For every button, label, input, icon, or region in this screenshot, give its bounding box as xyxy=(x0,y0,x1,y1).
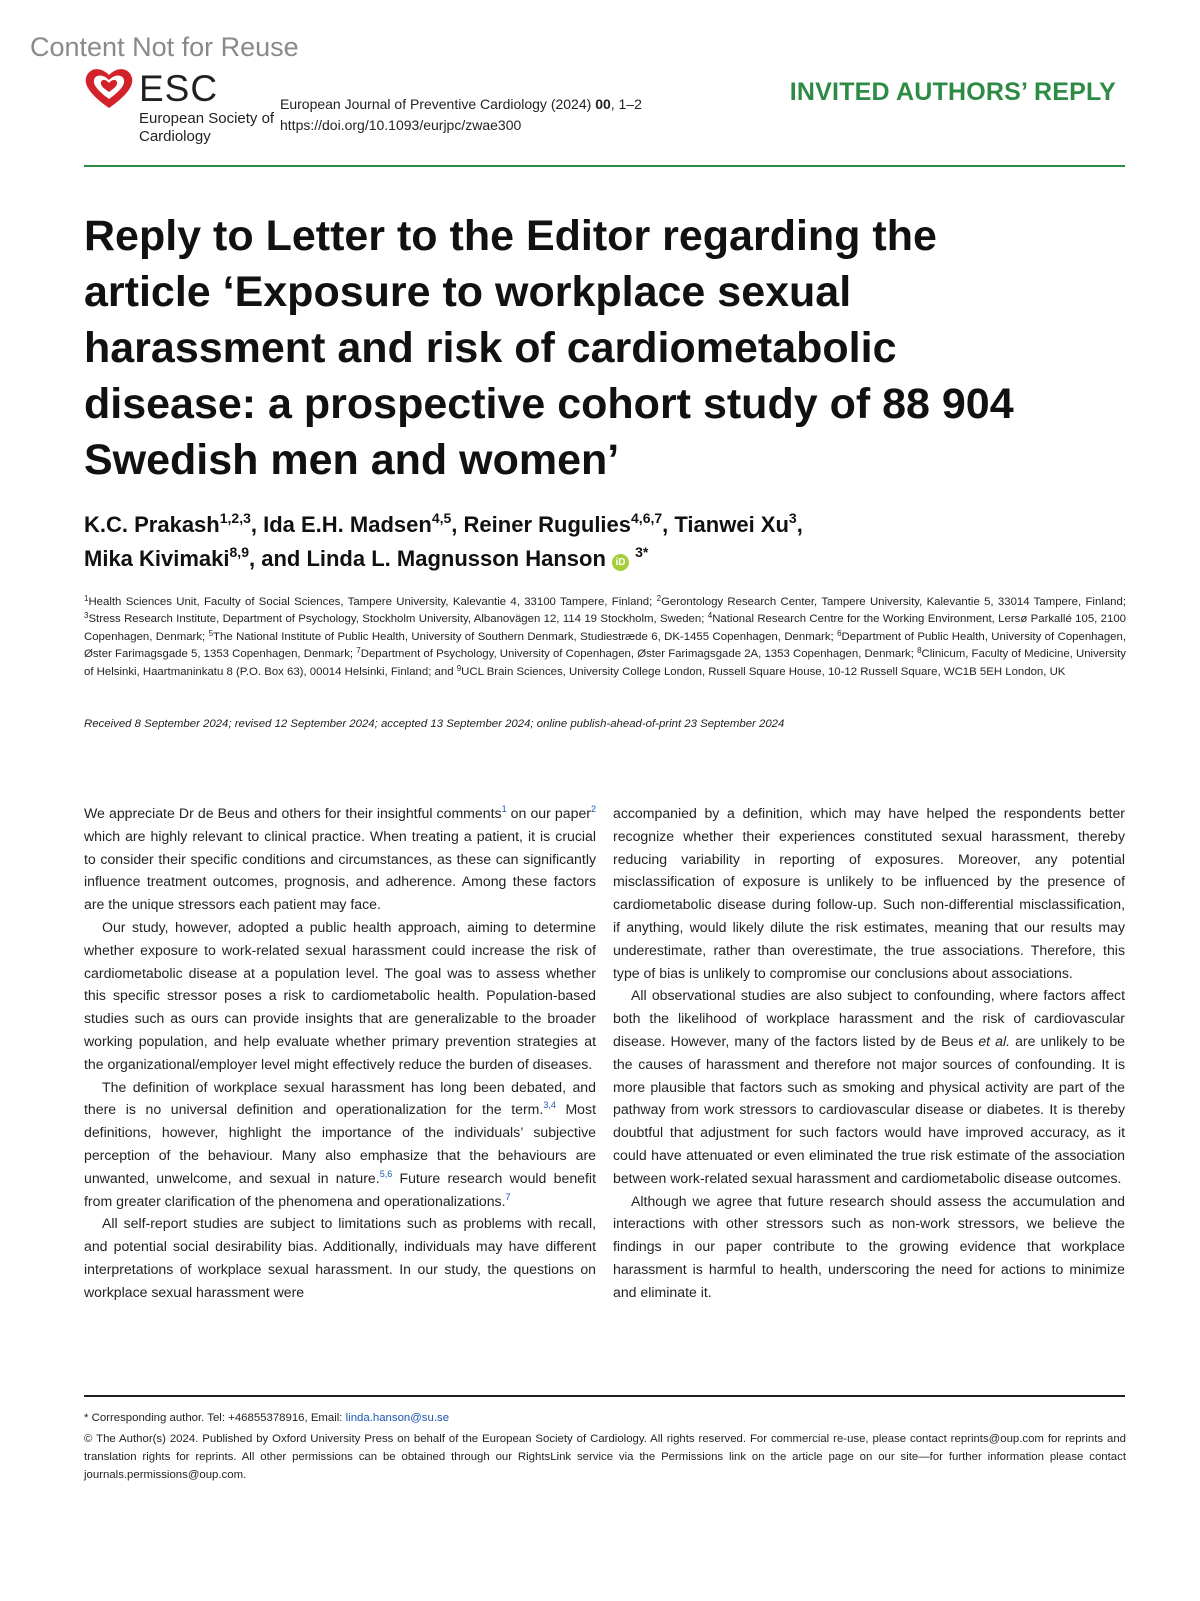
orcid-icon[interactable]: iD xyxy=(612,554,629,571)
author-name: Linda L. Magnusson Hanson xyxy=(306,546,606,571)
affiliation-number: 1 xyxy=(84,594,89,603)
logo-acronym: ESC xyxy=(139,68,219,109)
author-affiliation-marker: 3 xyxy=(788,510,797,526)
author-affiliation-marker: 4,6,7 xyxy=(631,510,663,526)
author-affiliation-marker: 3* xyxy=(635,544,649,560)
body-text: accompanied by a definition, which may have helped the respondents better recognize whether their experiences constituted sexual harassment, thereby reducing variability in reporting of exposures. Moreover, any potential misclassification of exposure is unlikely to be influenced by the presence of cardiometabolic disease during follow-up. Such non-differential misclassification, if anything, would likely dilute the risk estimates, meaning that our results may underestimate, rather than overestimate, the true associations. Therefore, this type of bias is unlikely to compromise our conclusions about associations. xyxy=(613,805,1125,981)
heart-icon xyxy=(84,66,134,110)
reference-link[interactable]: 7 xyxy=(505,1191,511,1202)
body-paragraph xyxy=(613,1190,1125,1304)
body-paragraph xyxy=(613,802,1125,984)
body-text: Most definitions, however, highlight the importance of the individuals’ subjective perception of the behaviour. Many also emphasize that the behaviours are unwanted, unwelcome, and sexual in nature. xyxy=(84,1101,596,1186)
body-text: on our paper xyxy=(506,805,591,821)
journal-volume: 00 xyxy=(595,96,611,112)
reference-link[interactable]: 3,4 xyxy=(543,1100,556,1111)
journal-pages: , 1–2 xyxy=(610,96,642,112)
corresponding-email-link[interactable]: linda.hanson@su.se xyxy=(345,1412,450,1424)
body-paragraph xyxy=(84,802,596,916)
journal-name: European Journal of Preventive Cardiology (2024) xyxy=(280,96,592,112)
body-text: All observational studies are also subject to confounding, where factors affect both the likelihood of workplace harassment and the risk of cardiovascular disease. However, many of the factors listed by de Beus xyxy=(613,987,1125,1049)
body-paragraph xyxy=(84,1076,596,1213)
journal-doi[interactable]: https://doi.org/10.1093/eurjpc/zwae300 xyxy=(280,117,522,133)
author-list xyxy=(84,508,1044,576)
author-separator: , and xyxy=(248,546,307,571)
body-text: The definition of workplace sexual harassment has long been debated, and there is no universal definition and operationalization for the term. xyxy=(84,1078,596,1118)
footer-divider xyxy=(84,1395,1125,1397)
body-column-left xyxy=(84,802,596,1304)
author-affiliation-marker: 1,2,3 xyxy=(219,510,251,526)
author-name: K.C. Prakash xyxy=(84,512,220,537)
body-text: are unlikely to be the causes of harassment and therefore not major sources of confounding. It is more plausible that factors such as smoking and physical activity are part of the pathway from work stressors to cardiovascular disease or diabetes. It is thereby doubtful that adjustment for such factors would have improved accuracy, as it could have attenuated or even eliminated the true risk estimate of the association between work-related sexual harassment and cardiometabolic disease outcomes. xyxy=(613,1032,1125,1186)
affiliation-text: UCL Brain Sciences, University College London, Russell Square House, 10-12 Russell Square, WC1B 5EH London, UK xyxy=(461,665,1066,678)
author-name: Ida E.H. Madsen xyxy=(263,512,432,537)
author-name: Tianwei Xu xyxy=(674,512,789,537)
copyright-notice: © The Author(s) 2024. Published by Oxford University Press on behalf of the European Society of Cardiology. All rights reserved. For commercial re-use, please contact reprints@oup.com for reprints and translation rights for reprints. All other permissions can be obtained through our RightsLink service via the Permissions link on the article page on our site—for further information please contact journals.permissions@oup.com. xyxy=(84,1433,1126,1481)
affiliation-text: Clinicum, Faculty of Medicine, University of Helsinki, Haartmaninkatu 8 (P.O. Box 63), 00014 Helsinki, Finland; and xyxy=(84,648,1126,678)
affiliation-number: 2 xyxy=(656,594,662,603)
affiliation-text: The National Institute of Public Health, University of Southern Denmark, Studiestræde 6, DK-1455 Copenhagen, Denmark; xyxy=(213,630,838,643)
header-divider xyxy=(84,165,1125,167)
watermark-text: Content Not for Reuse xyxy=(30,32,299,62)
author-separator: , xyxy=(250,512,264,537)
author-separator: , xyxy=(451,512,464,537)
affiliations xyxy=(84,594,1126,681)
affiliation-text: Stress Research Institute, Department of Psychology, Stockholm University, Albanovägen 12, 114 19 Stockholm, Sweden; xyxy=(88,613,708,626)
reference-link[interactable]: 1 xyxy=(501,804,507,814)
affiliation-text: Health Sciences Unit, Faculty of Social Sciences, Tampere University, Kalevantie 4, 33100 Tampere, Finland; xyxy=(88,596,657,608)
author-affiliation-marker: 8,9 xyxy=(229,544,249,560)
body-text: Future research would benefit from greater clarification of the phenomena and operationalizations. xyxy=(84,1169,596,1209)
affiliation-number: 9 xyxy=(456,663,462,673)
affiliation-text: Department of Psychology, University of Copenhagen, Øster Farimagsgade 2A, 1353 Copenhagen, Denmark; xyxy=(360,648,918,661)
reference-link[interactable]: 5,6 xyxy=(379,1168,393,1179)
reference-link[interactable]: 2 xyxy=(590,804,596,814)
affiliation-number: 8 xyxy=(917,646,922,656)
body-text: Our study, however, adopted a public health approach, aiming to determine whether exposure to work-related sexual harassment could increase the risk of cardiometabolic disease at a population level. The goal was to assess whether this specific stressor poses a risk to cardiometabolic health. Population-based studies such as ours can provide insights that are generalizable to the broader working population, and help evaluate whether primary prevention strategies at the organizational/employer level might effectively reduce the burden of diseases. xyxy=(84,918,596,1072)
affiliation-number: 7 xyxy=(356,646,361,656)
affiliation-text: Gerontology Research Center, Tampere University, Kalevantie 5, 33014 Tampere, Finland; xyxy=(661,596,1126,608)
journal-citation xyxy=(280,94,642,136)
author-name: Mika Kivimaki xyxy=(84,546,230,571)
affiliation-number: 3 xyxy=(84,611,89,621)
body-text: which are highly relevant to clinical practice. When treating a patient, it is crucial to consider their specific conditions and circumstances, as these can significantly influence treatment outcomes, prognosis, and adherence. Among these factors are the unique stressors each patient may face. xyxy=(84,827,596,913)
article-type-label: INVITED AUTHORS’ REPLY xyxy=(789,78,1116,106)
author-name: Reiner Rugulies xyxy=(463,512,632,537)
affiliation-number: 6 xyxy=(837,628,842,638)
corresponding-author-text: * Corresponding author. Tel: +46855378916, Email: xyxy=(84,1412,346,1424)
corresponding-author xyxy=(84,1412,449,1424)
author-affiliation-marker: 4,5 xyxy=(431,510,452,526)
body-italic-text: et al. xyxy=(978,1032,1011,1049)
article-title: Reply to Letter to the Editor regarding the article ‘Exposure to workplace sexual harassment and risk of cardiometabolic disease: a prospective cohort study of 88 904 Swedish men and women’ xyxy=(84,212,1014,484)
affiliation-text: National Research Centre for the Working Environment, Lersø Parkallé 105, 2100 Copenhagen, Denmark; xyxy=(84,613,1127,643)
received-dates: Received 8 September 2024; revised 12 September 2024; accepted 13 September 2024; online publish-ahead-of-print 23 September 2024 xyxy=(84,718,785,730)
body-text: All self-report studies are subject to limitations such as problems with recall, and potential social desirability bias. Additionally, individuals may have different interpretations of workplace sexual harassment. In our study, the questions on workplace sexual harassment were xyxy=(84,1215,596,1300)
body-paragraph xyxy=(84,916,596,1076)
body-paragraph xyxy=(84,1212,596,1303)
body-text: We appreciate Dr de Beus and others for their insightful comments xyxy=(84,805,502,821)
affiliation-text: Department of Public Health, University of Copenhagen, Øster Farimagsgade 5, 1353 Copenhagen, Denmark; xyxy=(84,630,1126,661)
body-text: Although we agree that future research should assess the accumulation and interactions with other stressors such as non-work stressors, we believe the findings in our paper contribute to the growing evidence that workplace harassment is harmful to health, underscoring the need for actions to minimize and eliminate it. xyxy=(613,1192,1125,1300)
author-separator: , xyxy=(796,512,803,537)
affiliation-number: 4 xyxy=(707,611,713,621)
affiliation-number: 5 xyxy=(208,628,214,638)
body-column-right xyxy=(613,802,1125,1304)
author-separator: , xyxy=(662,512,675,537)
logo-society-name: European Society of Cardiology xyxy=(139,110,275,145)
body-paragraph xyxy=(613,984,1125,1189)
